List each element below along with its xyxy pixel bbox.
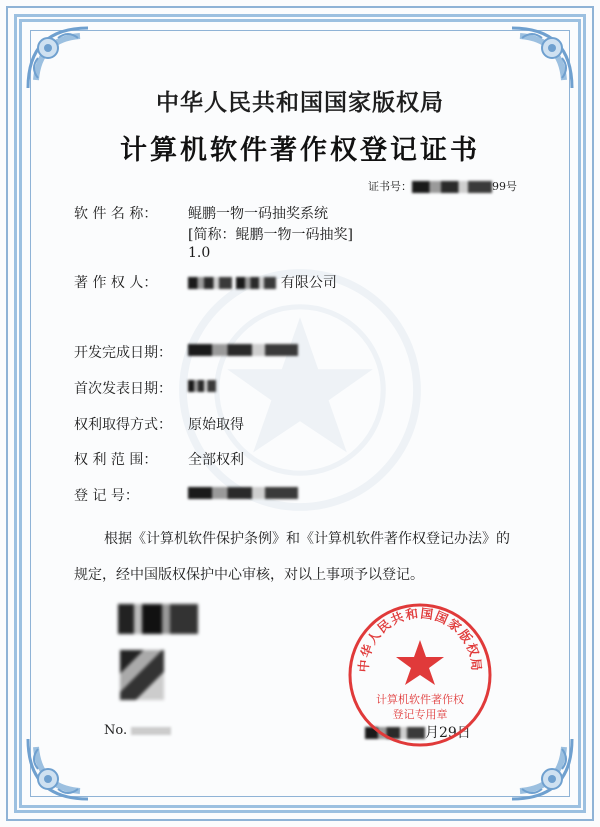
serial-no-label: No.: [104, 723, 128, 738]
redacted-cert-no: [412, 181, 492, 193]
statement-line-1: 根据《计算机软件保护条例》和《计算机软件著作权登记办法》的: [104, 531, 510, 547]
owner-suffix: 有限公司: [280, 275, 337, 291]
reg-no-label: 登 记 号：: [74, 488, 139, 504]
software-name-label: 软 件 名 称：: [74, 206, 158, 222]
redacted-reg-no: [188, 487, 298, 499]
statement-line-2: 规定，经中国版权保护中心审核，对以上事项予以登记。: [74, 567, 424, 583]
scope-value: 全部权利: [188, 452, 244, 468]
acquire-label: 权利取得方式：: [74, 417, 172, 433]
acquire-row: [74, 414, 244, 434]
pub-date-label: 首次发表日期：: [74, 381, 172, 397]
redacted-signature: [118, 604, 198, 634]
software-version: 1.0: [188, 245, 211, 261]
issuing-authority: 中华人民共和国国家版权局: [156, 89, 444, 116]
redacted-owner: [188, 277, 232, 289]
date-suffix: 月29日: [425, 725, 471, 741]
cert-no-label: 证书号：: [368, 180, 412, 193]
redacted-dev-date: [188, 344, 298, 356]
cert-no-suffix: 99号: [492, 180, 517, 193]
redacted-owner: [236, 277, 276, 289]
software-name: 鲲鹏一物一码抽奖系统: [188, 206, 328, 222]
corner-ornament: [18, 729, 98, 809]
acquire-value: 原始取得: [188, 417, 244, 433]
dev-date-label: 开发完成日期：: [74, 345, 172, 361]
seal-outer-text: 中华人民共和国国家版权局: [356, 606, 484, 673]
certificate-title: 计算机软件著作权登记证书: [120, 135, 480, 166]
software-short-name: [简称：鲲鹏一物一码抽奖]: [188, 227, 353, 243]
official-seal: [345, 600, 495, 750]
pub-date-row: [74, 378, 172, 398]
dev-date-row: [74, 342, 172, 362]
reg-no-value: [188, 485, 298, 501]
redacted-stamp: [120, 650, 164, 700]
redacted-pub-date: [188, 380, 216, 392]
certificate-number: [368, 178, 517, 194]
owner-row: [74, 272, 337, 292]
seal-line-1: 计算机软件著作权: [376, 694, 464, 706]
serial-number: [104, 723, 171, 738]
software-name-row: [74, 203, 328, 223]
redacted-serial: [131, 727, 171, 735]
dev-date-value: [188, 342, 298, 358]
corner-ornament: [502, 729, 582, 809]
seal-line-2: 登记专用章: [392, 709, 448, 721]
owner-label: 著 作 权 人：: [74, 275, 158, 291]
scope-row: [74, 449, 244, 469]
reg-no-row: [74, 485, 139, 505]
scope-label: 权 利 范 围：: [74, 452, 158, 468]
pub-date-value: [188, 378, 216, 394]
owner-value: [188, 272, 337, 292]
